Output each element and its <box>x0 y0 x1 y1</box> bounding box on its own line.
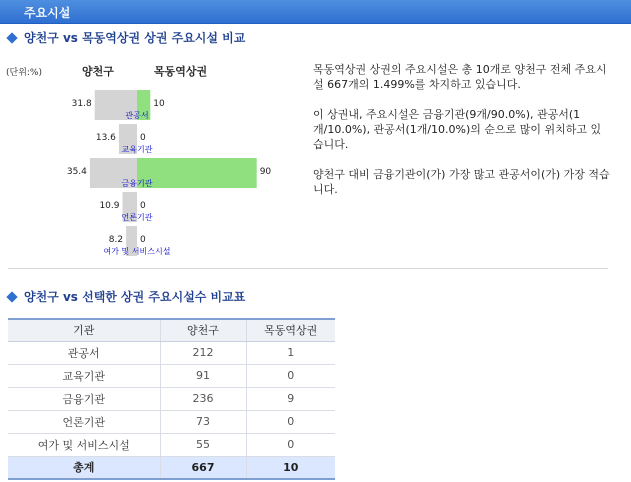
chart-category-label: 여가 및 서비스시설 <box>103 247 171 256</box>
table-cell: 236 <box>160 387 246 410</box>
chart-category-label: 관공서 <box>125 111 149 120</box>
table-header-row <box>8 319 335 341</box>
table-cell: 10 <box>246 456 335 479</box>
chart-category-label: 금융기관 <box>121 179 153 188</box>
page-title: 주요시설 <box>24 6 71 20</box>
chart-value-label-left: 8.2 <box>108 235 124 245</box>
chart-value-label-right: 0 <box>140 235 146 245</box>
section-title-table <box>4 288 245 305</box>
table-cell: 총계 <box>8 456 160 479</box>
table-total-row <box>8 456 335 479</box>
chart-series-left-label: 양천구 <box>82 65 114 78</box>
facility-count-table <box>8 318 335 480</box>
section-divider <box>8 268 608 269</box>
table-cell: 0 <box>246 364 335 387</box>
column-header: 목동역상권 <box>246 319 335 341</box>
chart-series-right-label: 목동역상권 <box>154 65 208 78</box>
table-cell: 교육기관 <box>8 364 160 387</box>
table-cell: 언론기관 <box>8 410 160 433</box>
chart-value-label-right: 10 <box>153 99 165 109</box>
column-header: 양천구 <box>160 319 246 341</box>
section-title-text: 양천구 vs 목동역상권 상권 주요시설 비교 <box>24 31 246 45</box>
table-cell: 관공서 <box>8 341 160 364</box>
chart-category-label: 교육기관 <box>121 145 153 154</box>
summary-text <box>313 62 611 212</box>
summary-paragraph-2: 이 상권내, 주요시설은 금융기관(9개/90.0%), 관공서(1개/10.0%), 관공서(1개/10.0%)의 순으로 많이 위치하고 있습니다. <box>313 108 602 151</box>
table-row <box>8 410 335 433</box>
table-row <box>8 433 335 456</box>
table-cell: 91 <box>160 364 246 387</box>
chart-unit-label: (단위:%) <box>6 68 42 78</box>
table-cell: 여가 및 서비스시설 <box>8 433 160 456</box>
table-cell: 0 <box>246 433 335 456</box>
summary-paragraph-3: 양천구 대비 금융기관이(가) 가장 많고 관공서이(가) 가장 적습니다. <box>313 168 610 196</box>
section-title-comparison <box>4 29 245 46</box>
chart-category-label: 언론기관 <box>121 213 153 222</box>
chart-value-label-left: 31.8 <box>71 99 92 109</box>
chart-value-label-left: 35.4 <box>66 167 87 177</box>
table-row <box>8 364 335 387</box>
table-cell: 212 <box>160 341 246 364</box>
section-title-text: 양천구 vs 선택한 상권 주요시설수 비교표 <box>24 290 246 304</box>
table-cell: 9 <box>246 387 335 410</box>
chart-value-label-right: 90 <box>259 167 272 177</box>
table-cell: 55 <box>160 433 246 456</box>
table-cell: 0 <box>246 410 335 433</box>
facility-comparison-chart <box>0 78 300 256</box>
chart-value-label-left: 13.6 <box>95 133 116 143</box>
chart-value-label-right: 0 <box>140 133 146 143</box>
chart-value-label-right: 0 <box>140 201 146 211</box>
diamond-bullet-icon <box>6 32 17 43</box>
table-cell: 1 <box>246 341 335 364</box>
column-header: 기관 <box>8 319 160 341</box>
table-row <box>8 387 335 410</box>
header-bar <box>0 0 631 24</box>
table-cell: 73 <box>160 410 246 433</box>
table-row <box>8 341 335 364</box>
diamond-bullet-icon <box>6 291 17 302</box>
chart-bar-right <box>137 158 257 188</box>
table-cell: 667 <box>160 456 246 479</box>
table-cell: 금융기관 <box>8 387 160 410</box>
summary-paragraph-1: 목동역상권 상권의 주요시설은 총 10개로 양천구 전체 주요시설 667개의 1.499%를 차지하고 있습니다. <box>313 63 607 91</box>
chart-value-label-left: 10.9 <box>99 201 120 211</box>
